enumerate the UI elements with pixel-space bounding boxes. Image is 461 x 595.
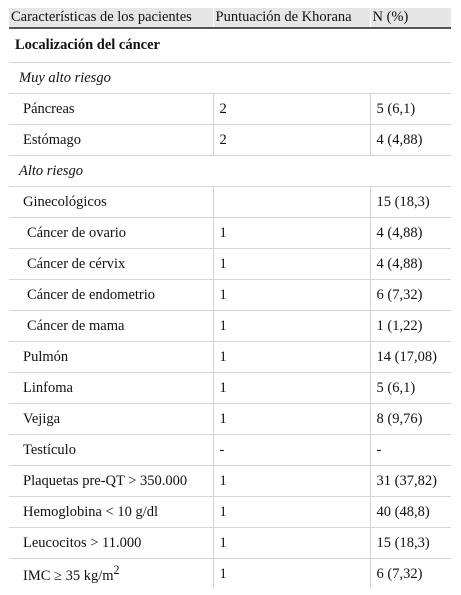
subhead-very-high-risk: Muy alto riesgo [9,63,451,94]
row-score: 1 [213,466,370,497]
table-header [9,8,451,28]
header-n-percent: N (%) [370,8,451,28]
row-n: 6 (7,32) [370,280,451,311]
row-score [213,187,370,218]
row-label: Páncreas [9,94,213,125]
row-label-superscript: 2 [113,563,120,578]
row-n: 14 (17,08) [370,342,451,373]
row-label: Leucocitos > 11.000 [9,528,213,559]
header-characteristics: Características de los pacientes [9,8,213,28]
subhead-row [9,156,451,187]
table-row [9,125,451,156]
row-n: 15 (18,3) [370,528,451,559]
table-row [9,249,451,280]
row-label: Pulmón [9,342,213,373]
row-label: Cáncer de endometrio [9,280,213,311]
row-label: Cáncer de ovario [9,218,213,249]
row-n: 4 (4,88) [370,125,451,156]
khorana-table [9,8,451,589]
section-row [9,28,451,63]
table-row [9,435,451,466]
row-n: 8 (9,76) [370,404,451,435]
row-n: 31 (37,82) [370,466,451,497]
row-n: 5 (6,1) [370,373,451,404]
table-row [9,466,451,497]
row-score: 1 [213,373,370,404]
table-body [9,28,451,589]
table-row [9,218,451,249]
row-n: 6 (7,32) [370,559,451,590]
table-row [9,559,451,590]
row-score: 1 [213,342,370,373]
table-row [9,280,451,311]
row-n: - [370,435,451,466]
row-n: 5 (6,1) [370,94,451,125]
row-label: Ginecológicos [9,187,213,218]
row-label: Estómago [9,125,213,156]
table-row [9,311,451,342]
row-score: 1 [213,559,370,590]
row-score: 1 [213,249,370,280]
row-score: 1 [213,280,370,311]
row-n: 40 (48,8) [370,497,451,528]
header-khorana-score: Puntuación de Khorana [213,8,370,28]
row-score: 2 [213,94,370,125]
row-label: Cáncer de cérvix [9,249,213,280]
subhead-row [9,63,451,94]
row-label: Plaquetas pre-QT > 350.000 [9,466,213,497]
row-label: Hemoglobina < 10 g/dl [9,497,213,528]
row-score: 1 [213,404,370,435]
row-label: Cáncer de mama [9,311,213,342]
table-row [9,528,451,559]
row-score: 1 [213,218,370,249]
row-label: Vejiga [9,404,213,435]
row-label: Testículo [9,435,213,466]
row-score: 1 [213,311,370,342]
header-row [9,8,451,28]
row-label [9,559,213,590]
table-row [9,342,451,373]
row-label: Linfoma [9,373,213,404]
row-score: 2 [213,125,370,156]
row-score: 1 [213,497,370,528]
row-n: 4 (4,88) [370,218,451,249]
subhead-high-risk: Alto riesgo [9,156,451,187]
row-n: 15 (18,3) [370,187,451,218]
row-n: 4 (4,88) [370,249,451,280]
table-row [9,497,451,528]
section-title: Localización del cáncer [9,28,451,63]
table-row [9,94,451,125]
table-row [9,373,451,404]
row-score: 1 [213,528,370,559]
table-row [9,404,451,435]
row-label-text: IMC ≥ 35 kg/m [23,567,114,584]
table-row [9,187,451,218]
row-score: - [213,435,370,466]
row-n: 1 (1,22) [370,311,451,342]
